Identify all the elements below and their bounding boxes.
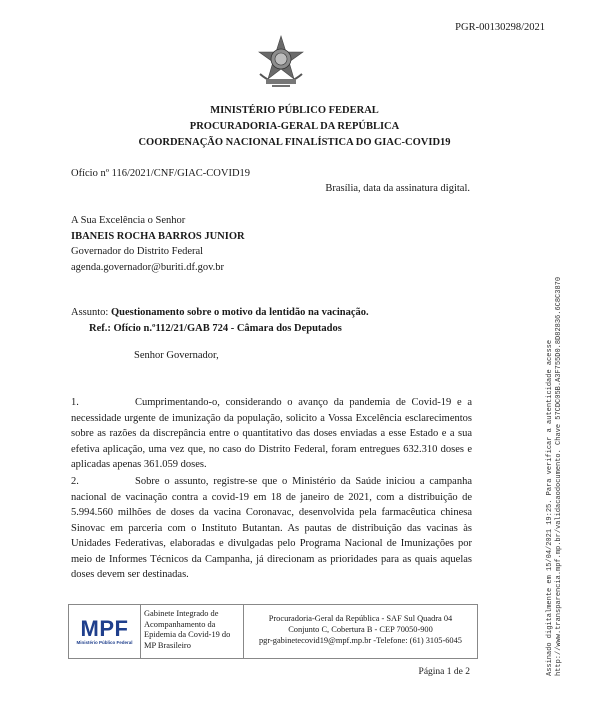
city-date: Brasília, data da assinatura digital. xyxy=(325,183,470,194)
footer-contact xyxy=(244,605,477,658)
subject-ref: Ref.: Ofício n.º112/21/GAB 724 - Câmara dos Deputados xyxy=(89,322,342,334)
brazil-coat-of-arms-icon xyxy=(252,34,310,92)
footer-box xyxy=(68,604,478,659)
addressee-salutation: A Sua Excelência o Senhor xyxy=(71,215,186,226)
header-ministry: MINISTÉRIO PÚBLICO FEDERAL xyxy=(210,105,379,116)
subject-block xyxy=(71,305,369,336)
paragraph-text: Cumprimentando-o, considerando o avanço da pandemia de Covid-19 e a necessidade urgente de imunização da população, solicito a Vossa Excelência esclarecimentos sobre as razões da discrepância entre o quantitativo das doses enviadas a esse Estado e a sua efetiva aplicação, uma vez que, no caso do Distrito Federal, foram entregues 632.310 doses e aplicadas apenas 361.059 doses. xyxy=(71,397,472,470)
addressee-title: Governador do Distrito Federal xyxy=(71,246,204,257)
paragraph-number: 1. xyxy=(71,397,79,408)
paragraph-number: 2. xyxy=(71,476,79,487)
footer-address-2: Conjunto C, Cobertura B - CEP 70050-900 xyxy=(288,625,433,634)
subject-text: Questionamento sobre o motivo da lentidão na vacinação. xyxy=(110,307,369,318)
addressee-email: agenda.governador@buriti.df.gov.br xyxy=(71,261,225,273)
page-number: Página 1 de 2 xyxy=(418,667,470,677)
mpf-logo xyxy=(69,605,141,658)
oficio-number: Ofício nº 116/2021/CNF/GIAC-COVID19 xyxy=(71,168,251,179)
subject-label: Assunto: xyxy=(71,307,111,318)
signature-line-2: http://www.transparencia.mpf.mp.br/validacaodocumento. Chave 57CDC05B.A3F755D0.8D82836.6C8C3870 xyxy=(555,276,563,676)
footer-address-1: Procuradoria-Geral da República - SAF Sul Quadra 04 xyxy=(268,614,453,623)
paragraph-text: Sobre o assunto, registre-se que o Ministério da Saúde iniciou a campanha nacional de vacinação contra a covid-19 em 18 de janeiro de 2021, com a distribuição de 5.994.560 milhões de doses da vacina Coronavac, desenvolvida pela farmacêutica chinesa Sinovac em parceria com o Instituto Butantan. As pautas de distribuição das vacinas às Unidades Federativas, elaboradas e divulgadas pelo Programa Nacional de Imunizações por meio de Informes Técnicos da Campanha, já direcionam as prioridades para as quais aquelas doses devem ser destinadas. xyxy=(71,476,472,580)
signature-stamp xyxy=(546,236,588,676)
header-coordination: COORDENAÇÃO NACIONAL FINALÍSTICA DO GIAC-COVID19 xyxy=(138,137,451,148)
footer-email-phone: pgr-gabinetecovid19@mpf.mp.br -Telefone: (61) 3105-6045 xyxy=(258,636,462,645)
signature-line-1: Assinado digitalmente em 15/04/2021 19:25. Para verificar a autenticidade acesse xyxy=(546,339,554,676)
mpf-logo-text: MPF xyxy=(80,616,129,641)
mpf-logo-subtitle: Ministério Público Federal xyxy=(76,640,133,645)
paragraph-1 xyxy=(71,395,472,473)
paragraph-2 xyxy=(71,474,472,583)
letterhead xyxy=(0,103,589,151)
greeting: Senhor Governador, xyxy=(134,350,219,361)
addressee-name: IBANEIS ROCHA BARROS JUNIOR xyxy=(71,230,245,242)
header-procuradoria: PROCURADORIA-GERAL DA REPÚBLICA xyxy=(189,121,400,132)
footer-gabinete: Gabinete Integrado de Acompanhamento da Epidemia da Covid-19 do MP Brasileiro xyxy=(141,605,244,658)
document-id: PGR-00130298/2021 xyxy=(455,22,545,33)
addressee-block xyxy=(71,213,245,275)
